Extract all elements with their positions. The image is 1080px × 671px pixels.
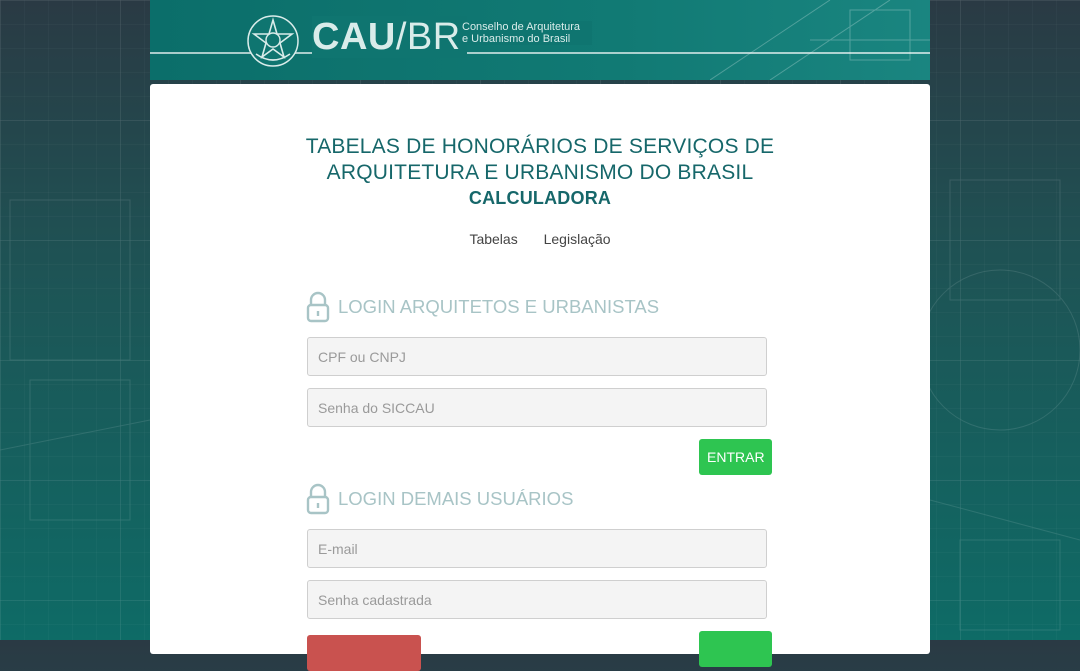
architects-login-title: LOGIN ARQUITETOS E URBANISTAS	[338, 296, 660, 317]
cpf-cnpj-input[interactable]	[307, 337, 767, 376]
email-input[interactable]	[307, 529, 767, 568]
header-decoration	[710, 0, 930, 80]
others-login-title: LOGIN DEMAIS USUÁRIOS	[338, 488, 574, 509]
brand-main: CAU	[312, 16, 396, 58]
others-login-heading	[306, 483, 573, 515]
lock-icon	[306, 483, 330, 515]
architects-login-heading	[306, 291, 659, 323]
brand-subtitle-line2: e Urbanismo do Brasil	[462, 33, 571, 45]
others-login-button[interactable]	[699, 631, 772, 667]
page-subtitle: CALCULADORA	[468, 188, 612, 208]
brand-country: BR	[406, 16, 461, 58]
registered-password-input[interactable]	[307, 580, 767, 619]
nav-tabelas[interactable]: Tabelas	[469, 231, 518, 247]
login-card	[150, 84, 930, 654]
nav-legislacao[interactable]: Legislação	[543, 231, 611, 247]
brand-slash: /	[395, 16, 407, 58]
page-title-line2: ARQUITETURA E URBANISMO DO BRASIL	[326, 161, 754, 184]
brand-subtitle	[462, 21, 592, 45]
page-title	[150, 134, 930, 210]
site-header	[150, 0, 930, 80]
architects-login-button[interactable]: ENTRAR	[699, 439, 772, 475]
siccau-password-input[interactable]	[307, 388, 767, 427]
main-nav	[150, 231, 930, 247]
brand-subtitle-line1: Conselho de Arquitetura	[462, 21, 581, 33]
lock-icon	[306, 291, 330, 323]
coat-of-arms-icon[interactable]	[246, 14, 300, 68]
page-title-line1: TABELAS DE HONORÁRIOS DE SERVIÇOS DE	[305, 135, 775, 158]
brand-logo[interactable]	[312, 16, 467, 58]
register-button[interactable]	[307, 635, 421, 671]
